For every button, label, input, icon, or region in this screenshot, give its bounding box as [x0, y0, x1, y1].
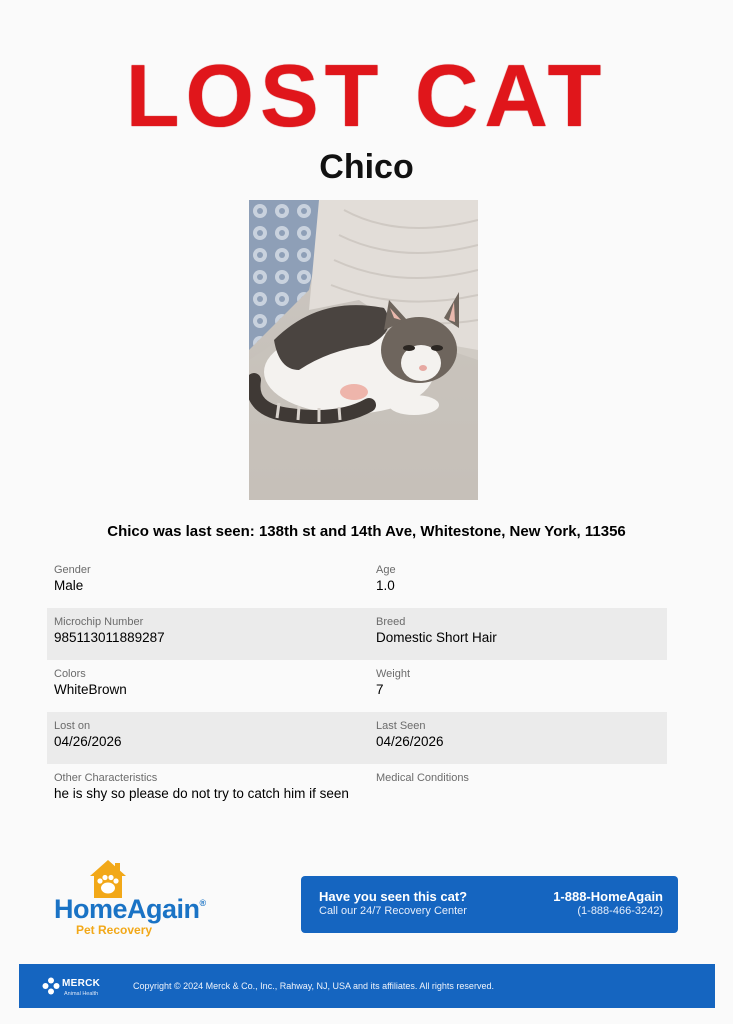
details-row-gender-age	[47, 556, 667, 608]
logo-brand	[54, 896, 206, 923]
merck-name: MERCK	[62, 978, 101, 989]
detail-label: Age	[376, 564, 396, 576]
merck-logo	[42, 977, 112, 999]
detail-age	[370, 556, 667, 608]
detail-breed	[370, 608, 667, 660]
detail-value: 04/26/2026	[376, 734, 444, 749]
detail-value: WhiteBrown	[54, 682, 127, 697]
detail-label: Colors	[54, 668, 86, 680]
merck-subtitle: Animal Health	[64, 991, 99, 997]
detail-other-characteristics	[47, 764, 370, 816]
detail-value: Male	[54, 578, 84, 593]
detail-colors	[47, 660, 370, 712]
merck-mark-icon	[42, 977, 60, 995]
detail-label: Breed	[376, 616, 406, 628]
details-row-characteristics-medical	[47, 764, 667, 816]
detail-value: he is shy so please do not try to catch him if seen	[54, 786, 349, 801]
logo-subtitle: Pet Recovery	[76, 923, 153, 937]
cta-question: Have you seen this cat?	[319, 889, 468, 904]
detail-weight	[370, 660, 667, 712]
detail-label: Gender	[54, 564, 91, 576]
cta-call-text: Call our 24/7 Recovery Center	[319, 905, 467, 917]
detail-label: Microchip Number	[54, 616, 144, 628]
details-row-lost-on-last-seen	[47, 712, 667, 764]
homeagain-logo	[52, 858, 222, 943]
detail-medical-conditions	[370, 764, 667, 816]
cat-photo	[249, 200, 478, 500]
detail-label: Lost on	[54, 720, 91, 732]
detail-label: Last Seen	[376, 720, 426, 732]
logo-brand-text: HomeAgain	[54, 894, 200, 924]
last-seen-location: Chico was last seen: 138th st and 14th Ave, Whitestone, New York, 11356	[107, 523, 626, 540]
detail-value: 7	[376, 682, 384, 697]
copyright-text: Copyright © 2024 Merck & Co., Inc., Rahway, NJ, USA and its affiliates. All rights reserved.	[133, 981, 494, 991]
detail-microchip	[47, 608, 370, 660]
details-row-microchip-breed	[47, 608, 667, 660]
recovery-center-banner	[301, 876, 678, 933]
footer-bar	[19, 964, 715, 1008]
detail-lost-on	[47, 712, 370, 764]
detail-last-seen	[370, 712, 667, 764]
registered-mark: ®	[199, 898, 206, 908]
cta-phone-number[interactable]: (1-888-466-3242)	[577, 905, 663, 917]
detail-label: Other Characteristics	[54, 772, 158, 784]
detail-value: 04/26/2026	[54, 734, 122, 749]
pet-details-table	[47, 556, 667, 816]
detail-label: Weight	[376, 668, 411, 680]
detail-label: Medical Conditions	[376, 772, 469, 784]
detail-gender	[47, 556, 370, 608]
pet-name: Chico	[319, 148, 414, 186]
cta-phone-vanity[interactable]: 1-888-HomeAgain	[553, 889, 663, 904]
lost-cat-headline: LOST CAT	[125, 46, 608, 145]
detail-value: 1.0	[376, 578, 395, 593]
detail-value: 985113011889287	[54, 630, 165, 645]
detail-value: Domestic Short Hair	[376, 630, 497, 645]
details-row-colors-weight	[47, 660, 667, 712]
